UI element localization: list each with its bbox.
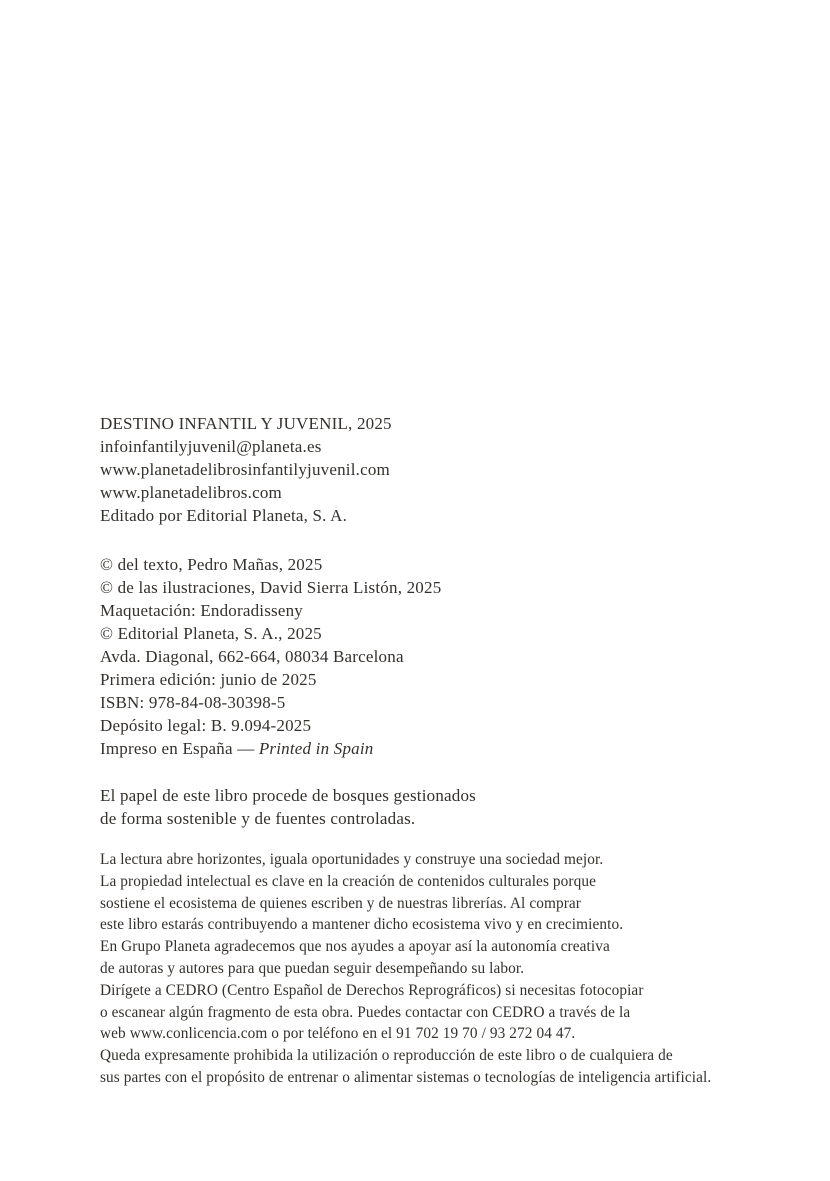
legal-notice-line: La propiedad intelectual es clave en la creación de contenidos culturales porque xyxy=(100,872,597,890)
legal-notice-line: sus partes con el propósito de entrenar o alimentar sistemas o tecnologías de inteligencia artificial. xyxy=(100,1068,712,1086)
edited-by-line: Editado por Editorial Planeta, S. A. xyxy=(100,506,348,525)
legal-notice-line: este libro estarás contribuyendo a mantener dicho ecosistema vivo y en crecimiento. xyxy=(100,916,624,934)
copyright-illustrations: © de las ilustraciones, David Sierra Listón, 2025 xyxy=(100,578,442,597)
legal-notice-line: Dirígete a CEDRO (Centro Español de Derechos Reprográficos) si necesitas fotocopiar xyxy=(100,981,644,999)
legal-deposit-line: Depósito legal: B. 9.094-2025 xyxy=(100,716,312,735)
copyright-publisher: © Editorial Planeta, S. A., 2025 xyxy=(100,624,322,643)
isbn-line: ISBN: 978-84-08-30398-5 xyxy=(100,693,286,712)
legal-notice-line: sostiene el ecosistema de quienes escriben y de nuestras librerías. Al comprar xyxy=(100,894,581,912)
legal-notice-line: Queda expresamente prohibida la utilización o reproducción de este libro o de cualquiera de xyxy=(100,1047,673,1065)
layout-credit: Maquetación: Endoradisseny xyxy=(100,601,304,620)
first-edition-line: Primera edición: junio de 2025 xyxy=(100,670,317,689)
publisher-block xyxy=(100,412,780,527)
publisher-email: infoinfantilyjuvenil@planeta.es xyxy=(100,437,322,456)
legal-notice-line: La lectura abre horizontes, iguala oportunidades y construye una sociedad mejor. xyxy=(100,851,604,868)
publisher-website-infantil: www.planetadelibrosinfantilyjuvenil.com xyxy=(100,460,390,479)
colophon-page xyxy=(100,412,780,1089)
copyright-text-author: © del texto, Pedro Mañas, 2025 xyxy=(100,555,323,574)
imprint-name: DESTINO INFANTIL Y JUVENIL, 2025 xyxy=(100,414,392,433)
legal-notice-line: de autoras y autores para que puedan seguir desempeñando su labor. xyxy=(100,959,525,977)
printed-in-spain-normal: Impreso en España — xyxy=(100,739,259,758)
legal-notice-line: En Grupo Planeta agradecemos que nos ayudes a apoyar así la autonomía creativa xyxy=(100,938,610,956)
paper-sustainability-block xyxy=(100,784,780,830)
copyright-block xyxy=(100,553,780,760)
publisher-website-main: www.planetadelibros.com xyxy=(100,483,282,502)
publisher-address: Avda. Diagonal, 662-664, 08034 Barcelona xyxy=(100,647,404,666)
paper-statement-line: El papel de este libro procede de bosques gestionados xyxy=(100,786,476,805)
legal-notice-line: o escanear algún fragmento de esta obra. Puedes contactar con CEDRO a través de la xyxy=(100,1003,631,1021)
paper-statement-line: de forma sostenible y de fuentes controladas. xyxy=(100,809,416,828)
printed-in-spain-italic: Printed in Spain xyxy=(258,739,374,758)
legal-notice-block xyxy=(100,849,780,1089)
printed-in-spain-line xyxy=(100,737,780,760)
legal-notice-line: web www.conlicencia.com o por teléfono en el 91 702 19 70 / 93 272 04 47. xyxy=(100,1025,576,1043)
